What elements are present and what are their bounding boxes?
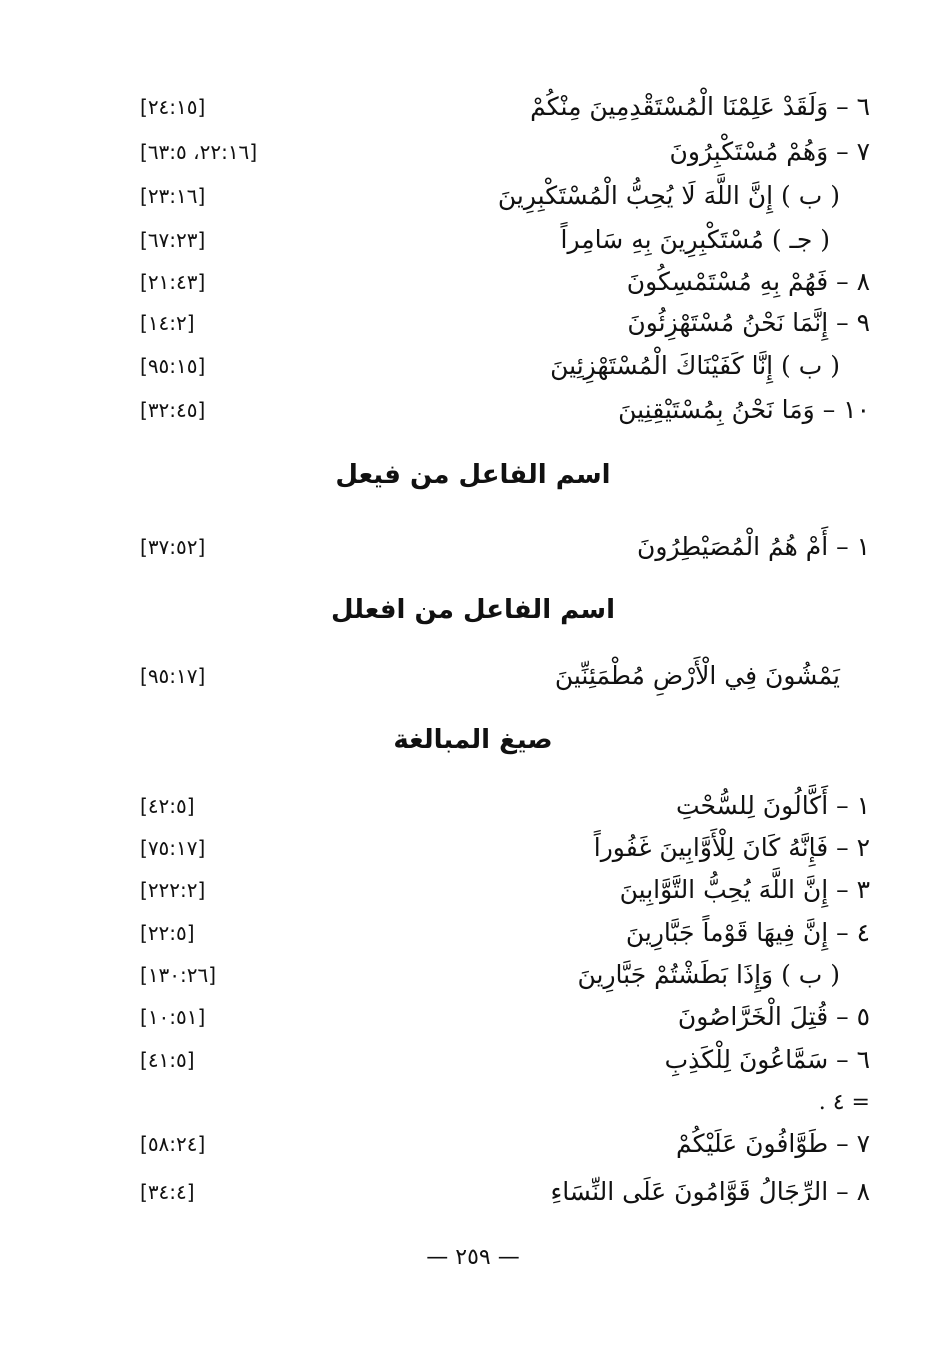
list-item bbox=[140, 132, 870, 172]
verse-reference: [٢٢:١٦، ٦٣:٥] bbox=[140, 140, 258, 164]
list-item bbox=[140, 955, 870, 995]
verse-reference: [٣٧:٥٢] bbox=[140, 535, 206, 559]
list-item bbox=[140, 1172, 870, 1212]
verse-reference: [١٠:٥١] bbox=[140, 1005, 206, 1029]
verse-reference: [٣٢:٤٥] bbox=[140, 398, 206, 422]
verse-text: ٥ – قُتِلَ الْخَرَّاصُونَ bbox=[677, 1002, 870, 1031]
verse-reference: [٩٥:١٧] bbox=[140, 664, 206, 688]
verse-text: ٨ – الرِّجَالُ قَوَّامُونَ عَلَى النِّسَاءِ bbox=[550, 1177, 870, 1206]
list-item bbox=[140, 997, 870, 1037]
verse-reference: [٩٥:١٥] bbox=[140, 354, 206, 378]
verse-text: ( جـ ) مُسْتَكْبِرِينَ بِهِ سَامِراً bbox=[560, 225, 830, 254]
section-heading: اسم الفاعل من فيعل bbox=[335, 460, 611, 490]
verse-text: ٧ – وَهُمْ مُسْتَكْبِرُونَ bbox=[669, 137, 870, 166]
list-item bbox=[140, 176, 870, 216]
list-item bbox=[140, 1124, 870, 1164]
page-number: — ٢٥٩ — bbox=[426, 1245, 520, 1270]
verse-reference: [٧٥:١٧] bbox=[140, 836, 206, 860]
verse-reference: [٣٤:٤] bbox=[140, 1180, 195, 1204]
verse-text: ٣ – إِنَّ اللَّهَ يُحِبُّ التَّوَّابِينَ bbox=[619, 875, 870, 904]
verse-text: ٩ – إِنَّمَا نَحْنُ مُسْتَهْزِئُونَ bbox=[627, 308, 870, 337]
list-item bbox=[140, 220, 870, 260]
verse-text: ١٠ – وَمَا نَحْنُ بِمُسْتَيْقِنِينَ bbox=[618, 395, 870, 424]
verse-reference: [٢٢:٥] bbox=[140, 921, 195, 945]
verse-text: ٨ – فَهُمْ بِهِ مُسْتَمْسِكُونَ bbox=[626, 267, 870, 296]
list-item bbox=[140, 390, 870, 430]
verse-text: ٧ – طَوَّافُونَ عَلَيْكُمْ bbox=[676, 1129, 870, 1158]
verse-reference: [٢٢٢:٢] bbox=[140, 878, 206, 902]
verse-reference: [٦٧:٢٣] bbox=[140, 228, 206, 252]
verse-reference: [٢٣:١٦] bbox=[140, 184, 206, 208]
verse-text: ( ب ) إِنَّا كَفَيْنَاكَ الْمُسْتَهْزِئِينَ bbox=[550, 351, 840, 380]
list-item bbox=[140, 870, 870, 910]
list-item bbox=[140, 87, 870, 127]
list-item bbox=[140, 786, 870, 826]
verse-text: ١ – أَمْ هُمُ الْمُصَيْطِرُونَ bbox=[637, 532, 870, 561]
verse-text: ( ب ) إِنَّ اللَّهَ لَا يُحِبُّ الْمُسْتَكْبِرِينَ bbox=[497, 181, 840, 210]
verse-text: ١ – أَكَّالُونَ لِلسُّحْتِ bbox=[675, 791, 870, 820]
verse-reference: [٤٢:٥] bbox=[140, 794, 195, 818]
verse-text: يَمْشُونَ فِي الْأَرْضِ مُطْمَئِنِّينَ bbox=[554, 661, 840, 690]
list-item bbox=[140, 303, 870, 343]
verse-text: ( ب ) وَإِذَا بَطَشْتُمْ جَبَّارِينَ bbox=[577, 960, 840, 989]
section-heading: صيغ المبالغة bbox=[393, 725, 553, 755]
list-item bbox=[140, 1040, 870, 1080]
verse-reference: [٢٤:١٥] bbox=[140, 95, 206, 119]
verse-reference: [١٣٠:٢٦] bbox=[140, 963, 217, 987]
list-item bbox=[140, 262, 870, 302]
verse-text: ٤ – إِنَّ فِيهَا قَوْماً جَبَّارِينَ bbox=[625, 918, 870, 947]
verse-text: ٦ – سَمَّاعُونَ لِلْكَذِبِ bbox=[664, 1045, 870, 1074]
verse-reference: [٥٨:٢٤] bbox=[140, 1132, 206, 1156]
list-item bbox=[140, 1083, 870, 1123]
list-item bbox=[140, 527, 870, 567]
list-item bbox=[140, 346, 870, 386]
verse-text: ٦ – وَلَقَدْ عَلِمْنَا الْمُسْتَقْدِمِينَ مِنْكُمْ bbox=[530, 92, 870, 121]
verse-reference: [٢١:٤٣] bbox=[140, 270, 206, 294]
verse-text: ٢ – فَإِنَّهُ كَانَ لِلْأَوَّابِينَ غَفُوراً bbox=[593, 833, 870, 862]
list-item bbox=[140, 656, 870, 696]
verse-reference: [١٤:٢] bbox=[140, 311, 195, 335]
list-item bbox=[140, 913, 870, 953]
section-heading: اسم الفاعل من افعلل bbox=[330, 595, 616, 625]
verse-reference: [٤١:٥] bbox=[140, 1048, 195, 1072]
list-item bbox=[140, 828, 870, 868]
cross-reference-note: = ٤ . bbox=[818, 1090, 870, 1115]
